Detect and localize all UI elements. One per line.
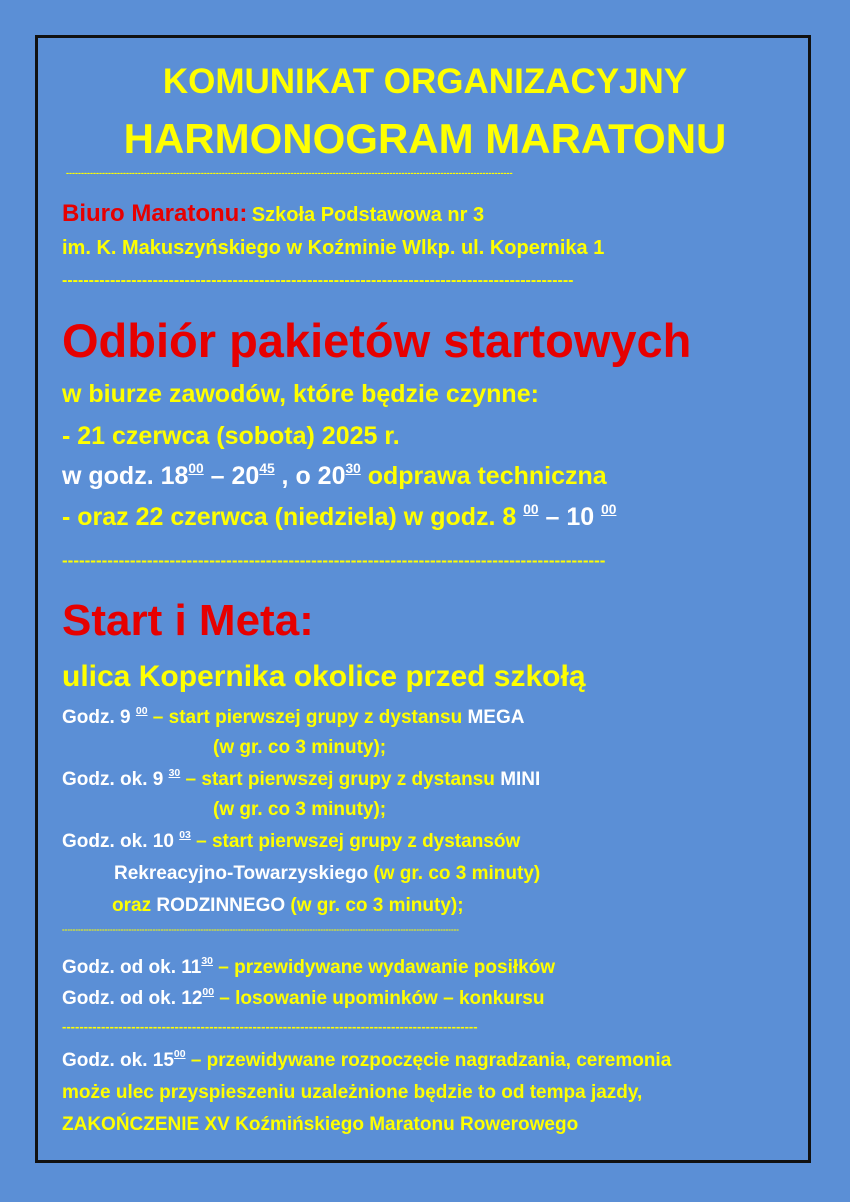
separator: ------------------------------------------------------------------------------------------------ bbox=[62, 272, 574, 289]
packets-sunday-end: – 10 bbox=[538, 503, 602, 531]
office-label: Biuro Maratonu: bbox=[62, 200, 248, 227]
packets-briefing-minutes: 30 bbox=[345, 460, 361, 476]
start-item-2-text: – start pierwszej grupy z dystansu bbox=[180, 769, 501, 790]
meal-text: – przewidywane wydawanie posiłków bbox=[212, 957, 556, 978]
packets-briefing-label: odprawa techniczna bbox=[360, 462, 607, 490]
start-item-1-distance: MEGA bbox=[467, 707, 525, 728]
start-item-3-text: – start pierwszej grupy z dystansów bbox=[190, 831, 521, 852]
packets-hours-end-minutes: 45 bbox=[259, 460, 275, 476]
start-item-1-time: Godz. 9 bbox=[62, 707, 136, 728]
packets-line-3 bbox=[62, 462, 607, 491]
packets-sunday-start-minutes: 00 bbox=[523, 501, 539, 517]
title-line-1: KOMUNIKAT ORGANIZACYJNY bbox=[162, 62, 688, 101]
start-item-2-interval: (w gr. co 3 minuty); bbox=[213, 799, 387, 820]
meal-minutes: 30 bbox=[201, 955, 213, 967]
start-heading: Start i Meta: bbox=[62, 596, 314, 645]
ending-line-3: ZAKOŃCZENIE XV Koźmińskiego Maratonu Rowerowego bbox=[62, 1114, 579, 1135]
separator: ------------------------------------------------------------------------------------------------ bbox=[62, 1019, 478, 1034]
raffle-minutes: 00 bbox=[202, 986, 215, 998]
separator: ------------------------------------------------------------------------------------------------ bbox=[62, 551, 606, 570]
start-item-3-and: oraz bbox=[112, 895, 157, 916]
ending-time: Godz. ok. 15 bbox=[62, 1050, 174, 1071]
raffle-text: – losowanie upominków – konkursu bbox=[214, 988, 545, 1009]
packets-sunday-end-minutes: 00 bbox=[601, 501, 617, 517]
start-item-1-text: – start pierwszej grupy z dystansu bbox=[147, 707, 468, 728]
meal-line bbox=[62, 957, 555, 979]
start-item-1-minutes: 00 bbox=[135, 705, 148, 717]
start-item-3-line-3 bbox=[112, 895, 464, 917]
ending-minutes: 00 bbox=[173, 1048, 186, 1060]
start-item-2 bbox=[62, 769, 540, 791]
start-item-2-minutes: 30 bbox=[168, 767, 181, 779]
start-item-3-interval: (w gr. co 3 minuty) bbox=[368, 863, 541, 884]
packets-heading: Odbiór pakietów startowych bbox=[62, 314, 692, 367]
packets-sunday: - oraz 22 czerwca (niedziela) w godz. 8 bbox=[62, 503, 524, 531]
start-item-2-distance: MINI bbox=[500, 769, 541, 790]
start-item-1 bbox=[62, 707, 524, 729]
start-item-1-interval: (w gr. co 3 minuty); bbox=[213, 737, 387, 758]
ending-line-2: może ulec przyspieszeniu uzależnione będzie to od tempa jazdy, bbox=[62, 1082, 643, 1103]
start-item-3-family-interval: (w gr. co 3 minuty); bbox=[285, 895, 464, 916]
packets-briefing-time: , o 20 bbox=[274, 462, 346, 490]
start-item-3-time: Godz. ok. 10 bbox=[62, 831, 180, 852]
raffle-line bbox=[62, 988, 544, 1010]
packets-hours-start: w godz. 18 bbox=[62, 462, 189, 490]
start-item-3 bbox=[62, 831, 520, 853]
ending-text: – przewidywane rozpoczęcie nagradzania, ceremonia bbox=[185, 1050, 672, 1071]
separator: ----------------------------------------------------------------------------------------------------------------------------------------------------- bbox=[66, 168, 513, 178]
office-line-1: Szkoła Podstawowa nr 3 bbox=[251, 204, 485, 226]
packets-line-2: - 21 czerwca (sobota) 2025 r. bbox=[62, 422, 400, 450]
start-item-2-time: Godz. ok. 9 bbox=[62, 769, 169, 790]
start-item-3-minutes: 03 bbox=[179, 829, 191, 841]
packets-hours-start-minutes: 00 bbox=[188, 460, 204, 476]
start-item-3-line-2 bbox=[114, 863, 540, 885]
packets-hours-end: – 20 bbox=[203, 462, 260, 490]
office-line-2: im. K. Makuszyńskiego w Koźminie Wlkp. ul. Kopernika 1 bbox=[62, 237, 605, 259]
office-section bbox=[62, 200, 484, 228]
start-item-3-distance: Rekreacyjno-Towarzyskiego bbox=[114, 863, 369, 884]
meal-time: Godz. od ok. 11 bbox=[62, 957, 202, 978]
separator: ----------------------------------------------------------------------------------------------------------------------------------------------------- bbox=[62, 925, 459, 934]
ending-line-1 bbox=[62, 1050, 671, 1072]
start-item-3-family: RODZINNEGO bbox=[156, 895, 286, 916]
packets-line-4 bbox=[62, 503, 616, 532]
start-location: ulica Kopernika okolice przed szkołą bbox=[62, 660, 586, 693]
raffle-time: Godz. od ok. 12 bbox=[62, 988, 203, 1009]
packets-line-1: w biurze zawodów, które będzie czynne: bbox=[62, 380, 539, 408]
title-line-2: HARMONOGRAM MARATONU bbox=[123, 115, 727, 162]
